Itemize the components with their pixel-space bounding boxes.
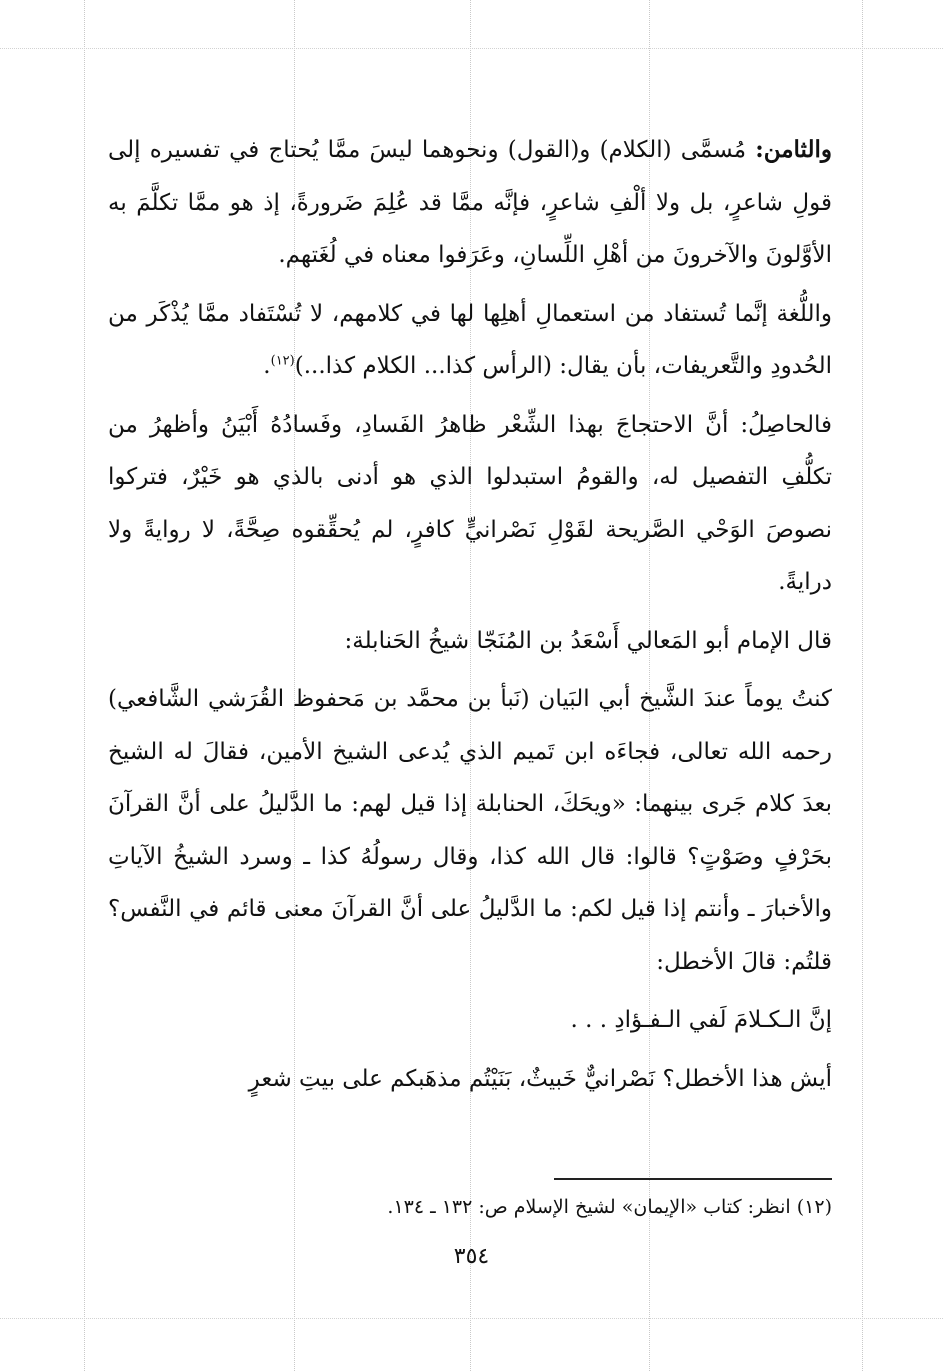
paragraph-narration (108, 673, 832, 988)
paragraph-language-usage (108, 288, 832, 393)
scan-guide-line (0, 48, 943, 49)
paragraph-text: فالحاصِلُ: أنَّ الاحتجاجَ بهذا الشِّعْر ظاهرُ الفَسادِ، وفَسادُهُ أَبْيَنُ وأظهرُ من تكلُّفِ التفصيل له، والقومُ استبدلوا الذي هو أدنى بالذي هو خَيْرٌ، فتركوا نصوصَ الوَحْي الصَّريحة لقَوْلِ نَصْرانيٍّ كافرٍ، لم يُحقِّقوه صِحَّةً، لا روايةً ولا درايةً. (108, 411, 832, 595)
scan-guide-line (84, 0, 85, 1371)
body-text (108, 124, 832, 1111)
paragraph-tail: . (263, 353, 271, 379)
scan-guide-line (0, 1318, 943, 1319)
paragraph-text: قال الإمام أبو المَعالي أَسْعَدُ بن المُنَجّا شيخُ الحَنابلة: (344, 627, 832, 654)
paragraph-verse (108, 994, 832, 1047)
paragraph-text: أيش هذا الأخطل؟ نَصْرانيٌّ خَبيثٌ، بَنَيْتُم مذهَبكم على بيتِ شعرٍ (248, 1065, 832, 1092)
page-number: ٣٥٤ (453, 1244, 490, 1269)
poetry-verse: إنَّ الـكـلامَ لَفي الـفـؤادِ . . . (570, 1007, 832, 1033)
paragraph-conclusion (108, 399, 832, 609)
footnote-reference: (١٢) (270, 353, 295, 369)
scan-guide-line (862, 0, 863, 1371)
paragraph-text: كنتُ يوماً عندَ الشَّيخ أبي البَيان (نَبأ بن محمَّد بن مَحفوظ القُرَشي الشَّافعي) رحمه الله تعالى، فجاءَه ابن تَميم الذي يُدعى الشيخ الأمين، فقالَ له الشيخ بعدَ كلام جَرى بينهما: «ويحَكَ، الحنابلة إذا قيل لهم: ما الدَّليلُ على أنَّ القرآنَ بحَرْفٍ وصَوْتٍ؟ قالوا: قال الله كذا، وقال رسولُهُ كذا ـ وسرد الشيخُ الآياتِ والأخبارَ ـ وأنتم إذا قيل لكم: ما الدَّليلُ على أنَّ القرآنَ معنى قائم في النَّفس؟ قلتُم: قالَ الأخطل: (108, 686, 832, 975)
footnote-divider (554, 1178, 832, 1180)
footnote: (١٢) انظر: كتاب «الإيمان» لشيخ الإسلام ص: ١٣٢ ـ ١٣٤. (387, 1196, 832, 1218)
paragraph-text: مُسمَّى (الكلام) و(القول) ونحوهما ليسَ ممَّا يُحتاج في تفسيره إلى قولِ شاعرٍ، بل ولا ألْفِ شاعرٍ، فإنَّه ممَّا قد عُلِمَ ضَرورةً، إذ هو ممَّا تكلَّمَ به الأوَّلونَ والآخرونَ من أهْلِ اللِّسانِ، وعَرَفوا معناه في لُغَتهم. (108, 137, 832, 268)
paragraph-lead: والثامن: (755, 136, 833, 163)
paragraph-text: واللُّغة إنَّما تُستفاد من استعمالِ أهلِها لها في كلامهم، لا تُسْتَفاد ممَّا يُذْكَر من الحُدودِ والتَّعريفات، بأن يقال: (الرأس كذا... الكلام كذا...) (108, 300, 832, 379)
paragraph-continuation (108, 1053, 832, 1106)
paragraph-eighth-point (108, 124, 832, 282)
paragraph-quote-intro (108, 615, 832, 668)
